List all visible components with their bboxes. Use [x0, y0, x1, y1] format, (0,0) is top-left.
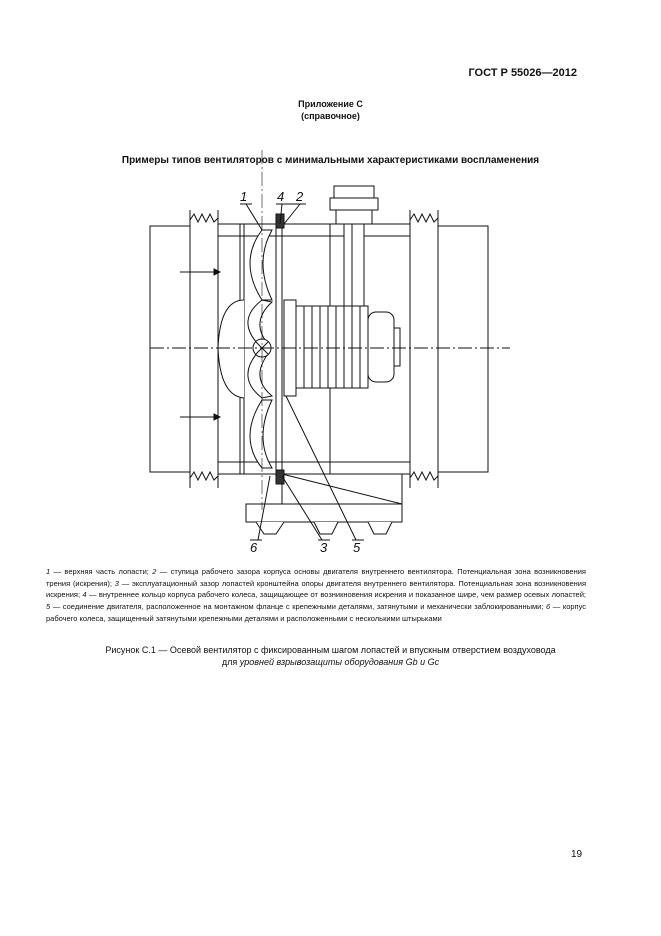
- legend-num-5: 5: [46, 602, 51, 612]
- flex-connector-bottom-right: [410, 472, 438, 480]
- legend-text-5: — соединение двигателя, расположенное на монтажном фланце с крепежными деталями, затянутыми и механически заблокированными;: [50, 602, 547, 612]
- page-number: 19: [571, 849, 583, 860]
- legend-text-6: — корпус рабочего колеса, защищенный затянутыми крепежными деталями и расположенными с несколькими штырьками: [46, 602, 587, 623]
- callout-5: 5: [353, 540, 361, 555]
- callout-6: 6: [250, 540, 258, 555]
- section-title: Примеры типов вентиляторов с минимальными характеристиками воспламенения: [121, 155, 540, 166]
- legend-num-1: 1: [46, 567, 51, 576]
- figure-legend: [46, 566, 586, 625]
- standard-header: ГОСТ Р 55026—2012: [468, 67, 577, 79]
- caption-line-2: [0, 656, 661, 668]
- appendix-subtitle: (справочное): [301, 111, 360, 121]
- legend-text-4: — внутреннее кольцо корпуса рабочего колеса, защищающее от возникновения искрения и показанное шире, чем размер осевых лопастей;: [86, 590, 586, 600]
- legend-num-3: 3: [114, 578, 119, 588]
- callout-4: 4: [277, 189, 285, 204]
- inlet-duct: [150, 226, 190, 472]
- caption-line-1: Рисунок С.1 — Осевой вентилятор с фиксированным шагом лопастей и впускным отверстием воздуховода: [105, 645, 556, 655]
- terminal-box: [330, 186, 378, 224]
- legend-text-2: — ступица рабочего зазора корпуса основы двигателя внутреннего вентилятора. Потенциальная зона возникновения трения (искрения);: [46, 567, 586, 588]
- figure-caption: [0, 644, 661, 668]
- legend-num-4: 4: [82, 590, 87, 600]
- caption-line-2-prefix: для: [221, 657, 240, 667]
- callout-1: 1: [240, 189, 248, 204]
- caption-line-2-italic: уровней взрывозащиты оборудования Gb и Gc: [239, 657, 440, 667]
- flex-connector-bottom-left: [190, 472, 218, 480]
- legend-num-6: 6: [546, 602, 551, 612]
- callout-3: 3: [320, 540, 328, 555]
- legend-num-2: 2: [152, 567, 157, 576]
- callout-2: 2: [296, 189, 304, 204]
- fan-base: [246, 474, 402, 534]
- flex-connector-top-left: [190, 214, 218, 222]
- outlet-duct: [438, 226, 488, 472]
- appendix-title: Приложение С: [298, 99, 363, 109]
- flex-connector-top-right: [410, 214, 438, 222]
- motor: [296, 306, 400, 388]
- legend-text-3: — эксплуатационный зазор лопастей кронштейна опоры двигателя внутреннего вентилятора. Потенциальная зона возникновения искрения;: [46, 578, 587, 600]
- legend-text-1: — верхняя часть лопасти;: [50, 567, 153, 576]
